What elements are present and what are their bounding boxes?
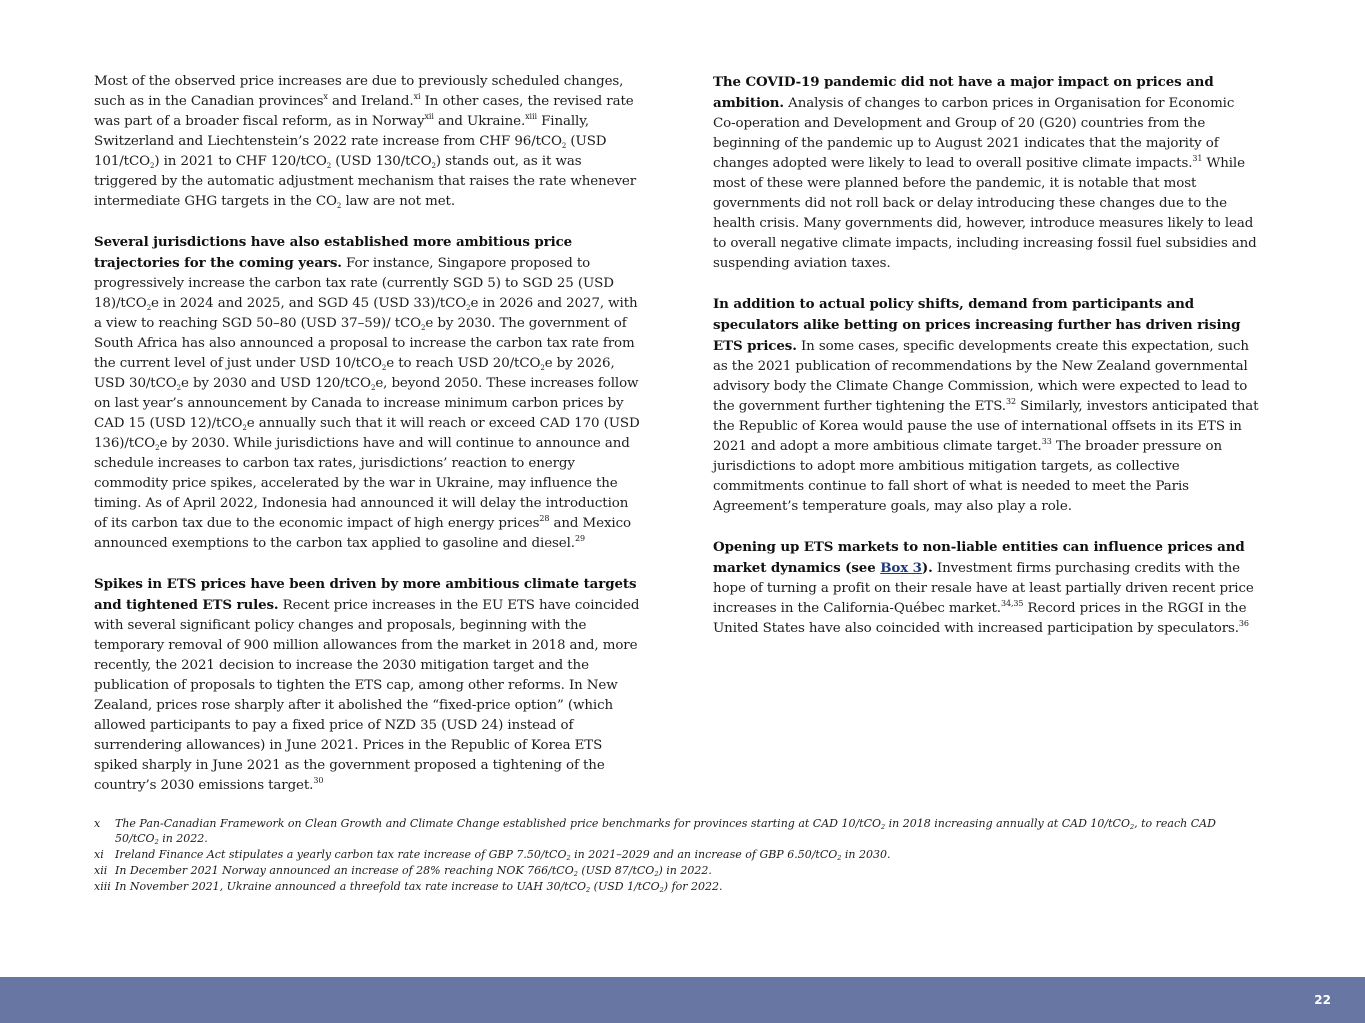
footnote-x — [94, 816, 1254, 846]
text: ) stands out, as it was triggered by the automatic adjustment mechanism that raises the rate whenever intermediate GHG targets in the CO — [94, 154, 637, 209]
text: e by 2030 and USD 120/tCO — [180, 376, 371, 391]
footnote-xii — [94, 863, 1254, 878]
text: (USD 101/tCO — [94, 134, 607, 169]
paragraph-scheduled-changes — [94, 72, 642, 212]
text: in 2030. — [841, 848, 891, 861]
paragraph-speculators — [713, 294, 1259, 517]
page-number: 22 — [1314, 993, 1331, 1007]
paragraph-lead: The COVID-19 pandemic did not have a major impact on prices and ambition. — [713, 74, 1214, 111]
footnote-xiii — [94, 879, 1254, 894]
subscript: 2 — [155, 444, 160, 452]
footnote-number: xii — [94, 864, 108, 877]
text: ) in 2022. — [658, 864, 712, 877]
box-3-link[interactable]: Box 3 — [880, 560, 922, 576]
footnotes — [94, 816, 1254, 895]
subscript: 2 — [242, 424, 247, 432]
text: Investment firms purchasing credits with the hope of turning a profit on their resale have at least partially driven recent price increases in the California-Québec market. — [713, 561, 1254, 616]
text: and Ukraine. — [433, 114, 526, 129]
footnote-ref[interactable]: xiii — [525, 112, 537, 121]
text: e to reach USD 20/tCO — [386, 356, 541, 371]
subscript: 2 — [421, 324, 426, 332]
text: The broader pressure on jurisdictions to adopt more ambitious mitigation targets, as collective commitments continue to fall short of what is needed to meet the Paris Agreement’s temperature goals, may also play a role. — [713, 439, 1222, 514]
subscript: 2 — [154, 838, 159, 846]
footnote-text — [115, 879, 1254, 894]
text: Most of the observed price increases are due to previously scheduled changes, such as in the Canadian provinces — [94, 74, 624, 109]
footnote-ref[interactable]: xii — [424, 112, 434, 121]
text: e by 2030. The government of South Africa has also announced a proposal to increase the carbon tax rate from the current level of just under USD 10/tCO — [94, 316, 635, 371]
text: e in 2024 and 2025, and SGD 45 (USD 33)/tCO — [151, 296, 467, 311]
text: Ireland Finance Act stipulates a yearly carbon tax rate increase of GBP 7.50/tCO — [115, 848, 567, 861]
subscript: 2 — [370, 384, 376, 392]
text: The Pan-Canadian Framework on Clean Growth and Climate Change established price benchmarks for provinces starting at CAD 10/tCO — [115, 817, 882, 830]
subscript: 2 — [466, 304, 471, 312]
paragraph-lead: Several jurisdictions have also established more ambitious price trajectories for the coming years. — [94, 234, 573, 271]
text: e annually such that it will reach or exceed CAD 170 (USD 136)/tCO — [94, 416, 640, 451]
text: , to reach CAD 50/tCO — [115, 817, 1216, 845]
paragraph-non-liable-entities — [713, 537, 1259, 639]
subscript: 2 — [659, 886, 664, 894]
text: in 2022. — [158, 832, 208, 845]
subscript: 2 — [336, 202, 342, 210]
text: For instance, Singapore proposed to progressively increase the carbon tax rate (currently SGD 5) to SGD 25 (USD 18)/tCO — [94, 256, 614, 311]
subscript: 2 — [431, 162, 436, 170]
footer-bar — [0, 977, 1365, 1023]
subscript: 2 — [540, 364, 545, 372]
text: e, beyond 2050. These increases follow on last year’s announcement by Canada to increase minimum carbon prices by CAD 15 (USD 12)/tCO — [94, 376, 639, 431]
text: (USD 130/tCO — [331, 154, 432, 169]
text: (USD 87/tCO — [577, 864, 655, 877]
text: ) for 2022. — [663, 880, 723, 893]
footnote-ref[interactable]: 31 — [1192, 154, 1203, 163]
subscript: 2 — [881, 823, 886, 831]
footnote-ref[interactable]: x — [323, 92, 328, 101]
footnote-ref[interactable]: 33 — [1041, 437, 1052, 446]
footnote-xi — [94, 847, 1254, 862]
subscript: 2 — [1129, 823, 1135, 831]
text: e by 2030. While jurisdictions have and will continue to announce and schedule increases to carbon tax rates, jurisdictions’ reaction to energy commodity price spikes, accelerated by the war in Ukraine, may influence the timing. As of April 2022, Indonesia had announced it will delay the introduction of its carbon tax due to the economic impact of high energy prices — [94, 436, 630, 531]
paragraph-lead-end: ). — [921, 560, 933, 576]
footnote-ref[interactable]: 34,35 — [1000, 599, 1024, 608]
subscript: 2 — [326, 162, 332, 170]
left-column — [94, 72, 642, 816]
footnote-ref[interactable]: xi — [413, 92, 421, 101]
paragraph-ets-spikes — [94, 574, 642, 796]
paragraph-covid — [713, 72, 1259, 274]
footnote-text — [115, 863, 1254, 878]
footnote-number: x — [94, 817, 101, 830]
paragraph-lead: In addition to actual policy shifts, demand from participants and speculators alike betting on prices increasing further has driven rising ETS prices. — [713, 296, 1241, 354]
paragraph-lead: Spikes in ETS prices have been driven by more ambitious climate targets and tightened ETS rules. — [94, 576, 637, 613]
subscript: 2 — [176, 384, 181, 392]
footnote-text — [115, 847, 1254, 862]
subscript: 2 — [573, 870, 578, 878]
text: in 2018 increasing annually at CAD 10/tCO — [885, 817, 1130, 830]
subscript: 2 — [149, 162, 155, 170]
text: Analysis of changes to carbon prices in Organisation for Economic Co-operation and Development and Group of 20 (G20) countries from the beginning of the pandemic up to August 2021 indicates that the majority of changes adopted were likely to lead to overall positive climate impacts. — [713, 96, 1235, 171]
text: and Ireland. — [327, 94, 414, 109]
text: in 2021–2029 and an increase of GBP 6.50/tCO — [570, 848, 838, 861]
subscript: 2 — [561, 142, 567, 150]
footnote-number: xi — [94, 848, 104, 861]
footnote-ref[interactable]: 30 — [313, 776, 324, 785]
footnote-ref[interactable]: 32 — [1005, 397, 1016, 406]
subscript: 2 — [654, 870, 659, 878]
footnote-text — [115, 816, 1254, 846]
subscript: 2 — [566, 854, 571, 862]
footnote-ref[interactable]: 36 — [1238, 619, 1249, 628]
text: In some cases, specific developments create this expectation, such as the 2021 publication of recommendations by the New Zealand governmental advisory body the Climate Change Commission, which were expected to lead to the government further tightening the ETS. — [713, 339, 1249, 414]
subscript: 2 — [381, 364, 387, 372]
text: In November 2021, Ukraine announced a threefold tax rate increase to UAH 30/tCO — [115, 880, 587, 893]
footnote-number: xiii — [94, 880, 111, 893]
right-column — [713, 72, 1259, 659]
text: Record prices in the RGGI in the United States have also coincided with increased participation by speculators. — [713, 601, 1247, 636]
text: Similarly, investors anticipated that the Republic of Korea would pause the use of international offsets in its ETS in 2021 and adopt a more ambitious climate target. — [713, 399, 1259, 454]
text: Finally, Switzerland and Liechtenstein’s 2022 rate increase from CHF 96/tCO — [94, 114, 590, 149]
text: While most of these were planned before the pandemic, it is notable that most governments did not roll back or delay introducing these changes due to the health crisis. Many governments did, however, introduce measures likely to lead to overall negative climate impacts, including increasing fossil fuel subsidies and suspending aviation taxes. — [713, 156, 1257, 271]
text: law are not met. — [341, 194, 455, 209]
text: In other cases, the revised rate was part of a broader fiscal reform, as in Norway — [94, 94, 634, 129]
text: e in 2026 and 2027, with a view to reaching SGD 50–80 (USD 37–59)/ tCO — [94, 296, 638, 331]
text: Recent price increases in the EU ETS have coincided with several significant policy changes and proposals, beginning with the temporary removal of 900 million allowances from the market in 2018 and, more recently, the 2021 decision to increase the 2030 mitigation target and the publication of proposals to tighten the ETS cap, among other reforms. In New Zealand, prices rose sharply after it abolished the “fixed-price option” (which allowed participants to pay a fixed price of NZD 35 (USD 24) instead of surrendering allowances) in June 2021. Prices in the Republic of Korea ETS spiked sharply in June 2021 as the government proposed a tightening of the country’s 2030 emissions target. — [94, 598, 640, 793]
text: (USD 1/tCO — [590, 880, 660, 893]
footnote-ref[interactable]: 28 — [539, 514, 550, 523]
text: e by 2026, USD 30/tCO — [94, 356, 615, 391]
subscript: 2 — [146, 304, 152, 312]
text: and Mexico announced exemptions to the carbon tax applied to gasoline and diesel. — [94, 516, 631, 551]
text: ) in 2021 to CHF 120/tCO — [154, 154, 327, 169]
subscript: 2 — [837, 854, 842, 862]
paragraph-price-trajectories — [94, 232, 642, 554]
subscript: 2 — [586, 886, 591, 894]
paragraph-lead: Opening up ETS markets to non-liable entities can influence prices and market dynamics (see — [713, 539, 1245, 576]
text: In December 2021 Norway announced an increase of 28% reaching NOK 766/tCO — [115, 864, 574, 877]
footnote-ref[interactable]: 29 — [574, 534, 585, 543]
